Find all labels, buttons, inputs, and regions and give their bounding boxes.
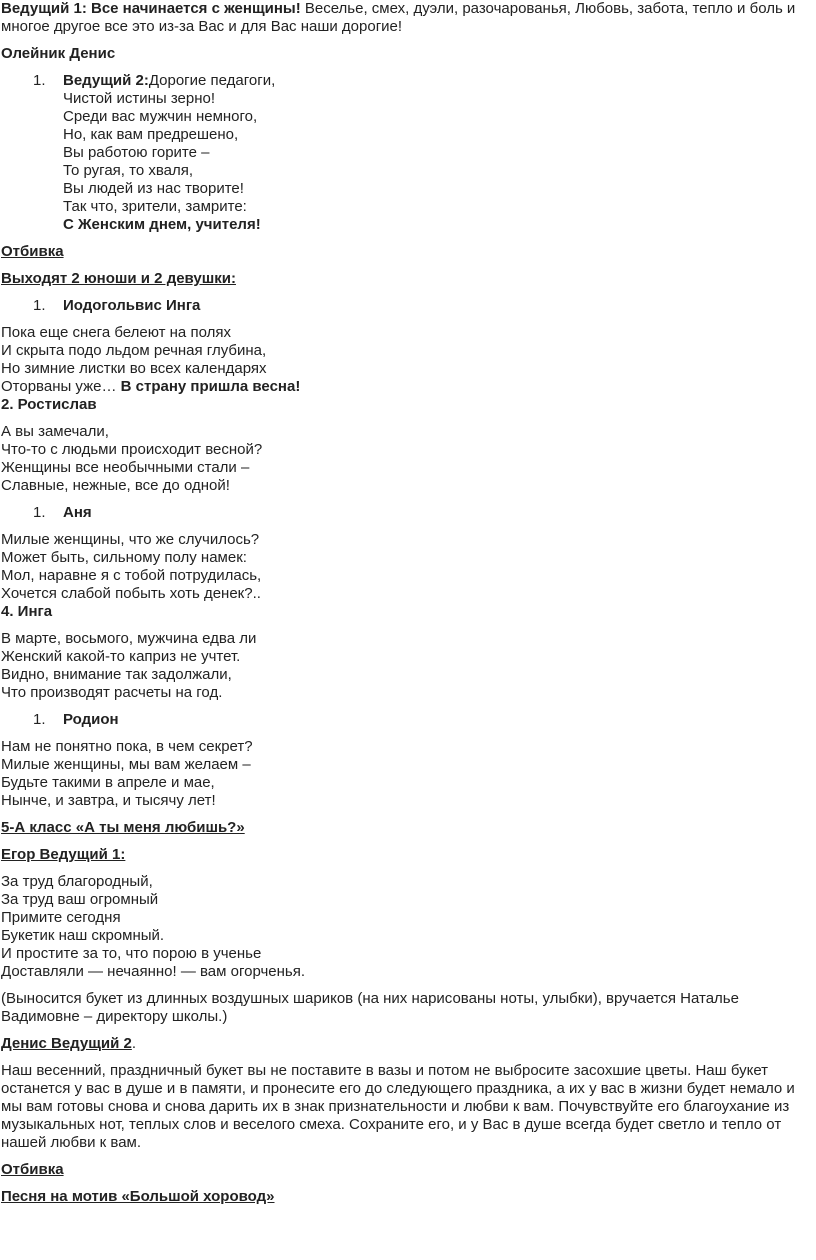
song-heading: Песня на мотив «Большой хоровод» <box>1 1188 275 1205</box>
stage-note: (Выносится букет из длинных воздушных шариков (на них нарисованы ноты, улыбки), вручается Наталье Вадимовне – директору школы.) <box>1 990 739 1025</box>
poem-line: Что-то с людьми происходит весной? <box>1 441 263 458</box>
poem-line: То ругая, то хваля, <box>63 162 194 179</box>
intro-paragraph <box>1 0 802 36</box>
poem-first-line: Дорогие педагоги, <box>148 72 276 89</box>
list-number: 1. <box>33 504 46 521</box>
speaker-inga: 4. Инга <box>1 603 53 620</box>
poem-line: Может быть, сильному полу намек: <box>1 549 247 566</box>
poem-egor <box>1 873 802 981</box>
poem-line: Что производят расчеты на год. <box>1 684 223 701</box>
poem-line: Пока еще снега белеют на полях <box>1 324 231 341</box>
poem-line: Будьте такими в апреле и мае, <box>1 774 215 791</box>
poem-rodion <box>1 738 802 810</box>
denis-dot: . <box>131 1035 137 1052</box>
poem-line-plain: Оторваны уже… <box>1 378 121 395</box>
list-item-vedushchiy-2 <box>1 72 802 234</box>
poem-line: Нам не понятно пока, в чем секрет? <box>1 738 253 755</box>
poem-line-bold: В страну пришла весна! <box>120 378 301 395</box>
poem-inga <box>1 630 802 702</box>
poem-rostislav <box>1 423 802 495</box>
list-item-anya <box>1 504 802 522</box>
poem-line <box>63 72 802 90</box>
speaker-label: Ведущий 2: <box>63 72 149 89</box>
poem-line: За труд ваш огромный <box>1 891 159 908</box>
poem-line: И скрыта подо льдом речная глубина, <box>1 342 267 359</box>
poem-line: Нынче, и завтра, и тысячу лет! <box>1 792 216 809</box>
list-number: 1. <box>33 711 46 728</box>
speaker-name: Иодогольвис Инга <box>63 297 201 314</box>
poem-line: И простите за то, что порою в ученье <box>1 945 262 962</box>
class-5a-heading: 5-А класс «А ты меня любишь?» <box>1 819 245 836</box>
egor-heading: Егор Ведущий 1: <box>1 846 126 863</box>
poem-line: Видно, внимание так задолжали, <box>1 666 232 683</box>
poem-line: Женский какой-то каприз не учтет. <box>1 648 241 665</box>
list-item-rodion <box>1 711 802 729</box>
denis-heading <box>1 1035 802 1053</box>
poem-line: А вы замечали, <box>1 423 109 440</box>
otbivka-heading-2: Отбивка <box>1 1161 64 1178</box>
poem-line: Букетик наш скромный. <box>1 927 165 944</box>
speaker-oleinik: Олейник Денис <box>1 45 116 62</box>
denis-paragraph: Наш весенний, праздничный букет вы не поставите в вазы и потом не выбросите засохшие цветы. Наш букет останется у вас в душе и в памяти, и пронесите его до следующего праздника, а их у вас в жизни будет немало и мы вам готовы снова и снова дарить их в знак признательности и любви к вам. Почувствуйте его благоухание из музыкальных нот, теплых слов и веселого смеха. Сохраните его, и у Вас в душе всегда будет светло и тепло от нашей любви к вам. <box>1 1062 795 1151</box>
speaker-name: Родион <box>63 711 119 728</box>
poem-line: Среди вас мужчин немного, <box>63 108 258 125</box>
poem-line: Хочется слабой побыть хоть денек?.. <box>1 585 261 602</box>
poem-anya <box>1 531 802 621</box>
poem-line: Милые женщины, что же случилось? <box>1 531 260 548</box>
list-number: 1. <box>33 72 46 89</box>
speaker-rostislav: 2. Ростислав <box>1 396 97 413</box>
poem-line: За труд благородный, <box>1 873 153 890</box>
poem-line: В марте, восьмого, мужчина едва ли <box>1 630 257 647</box>
poem-line-bold: С Женским днем, учителя! <box>63 216 261 233</box>
denis-label: Денис Ведущий 2 <box>1 1035 132 1052</box>
poem-line: Вы людей из нас творите! <box>63 180 244 197</box>
speaker-name: Аня <box>63 504 92 521</box>
poem-spring <box>1 324 802 414</box>
poem-line: Мол, наравне я с тобой потрудилась, <box>1 567 262 584</box>
list-number: 1. <box>33 297 46 314</box>
poem-line: Милые женщины, мы вам желаем – <box>1 756 251 773</box>
intro-lead: Ведущий 1: Все начинается с женщины! <box>1 0 301 17</box>
poem-line: Так что, зрители, замрите: <box>63 198 247 215</box>
otbivka-heading: Отбивка <box>1 243 64 260</box>
poem-line: Славные, нежные, все до одной! <box>1 477 230 494</box>
poem-line: Доставляли — нечаянно! — вам огорченья. <box>1 963 306 980</box>
poem-line: Но зимние листки во всех календарях <box>1 360 267 377</box>
exit-heading: Выходят 2 юноши и 2 девушки: <box>1 270 236 287</box>
intro-text: Веселье, смех, дуэли, разочарованья, Любовь, забота, тепло и боль и многое другое все это из-за Вас и для Вас наши дорогие! <box>1 0 796 35</box>
list-item-iodogolvis <box>1 297 802 315</box>
poem-line: Чистой истины зерно! <box>63 90 216 107</box>
poem-line <box>1 378 802 396</box>
poem-line: Женщины все необычными стали – <box>1 459 250 476</box>
poem-line: Вы работою горите – <box>63 144 210 161</box>
poem-line: Но, как вам предрешено, <box>63 126 239 143</box>
poem-line: Примите сегодня <box>1 909 121 926</box>
